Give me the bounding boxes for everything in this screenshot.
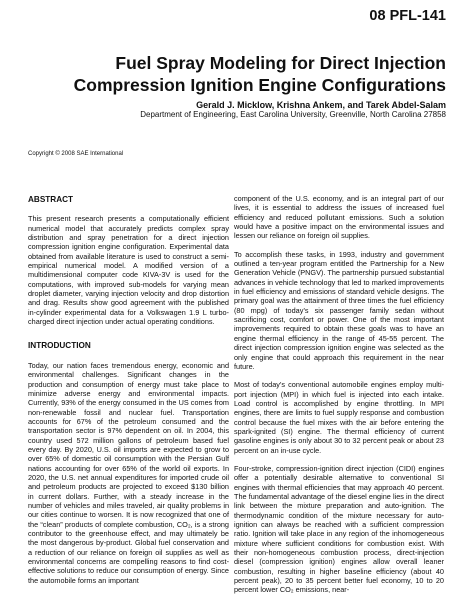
copyright-notice: Copyright © 2008 SAE International	[28, 151, 124, 157]
intro-paragraph-5: Four-stroke, compression-ignition direct injection (CIDI) engines offer a potentially desirable alternative to conventional SI engines with thermal efficiencies that may approach 40 percent. The fundamental advantage of the diesel engine lies in the direct link between the mixture preparation and auto-ignition. The thermodynamic condition of the mixture necessary for auto-ignition can always be reached with a sufficient compression ratio. Ignition will take place in any region of the inhomogeneous mixture where sufficient conditions for combustion exist. With their non-homogeneous combustion process, direct-injection diesel (compression ignition) engines allow overall leaner combustion, resulting in higher baseline efficiency (about 40 percent peak), 20 to 35 percent better fuel economy, 10 to 20 percent lower CO₂ emissions, near-	[234, 463, 444, 595]
left-column	[28, 195, 229, 594]
intro-paragraph-3: To accomplish these tasks, in 1993, industry and government outlined a ten-year program entitled the Partnership for a New Generation Vehicle (PNGV). The partnership pursued substantial advances in vehicle technology that led to marked improvements in fuel efficiency and emissions of standard vehicle designs. The primary goal was the attainment of three times the fuel efficiency (80 mpg) of today’s six passenger family sedan without sacrificing cost, comfort or power. One of the most important improvements required to obtain these goals was to have an engine thermal efficiency in the range of 45-55 percent. The direct injection compression ignition engine was selected as the only engine that could approach this requirement in the near future.	[234, 249, 444, 371]
paper-title: Fuel Spray Modeling for Direct Injection Compression Ignition Engine Configurations	[73, 53, 446, 95]
authors: Gerald J. Micklow, Krishna Ankem, and Tarek Abdel-Salam	[196, 100, 446, 110]
abstract-text: This present research presents a computationally efficient numerical model that accurately predicts complex spray distribution and spray penetration for a direct injection compression ignition engine configuration. Experimental data obtained from available literature is used to construct a semi-empirical numerical model. A modified version of a multidimensional computer code KIVA-3V is used for the computations, with improved sub-models for varying mean droplet diameter, varying injection velocity and drop distortion and drag. Results show good agreement with the published in-cylinder experimental data for a Volkswagen 1.9 L turbo-charged direct injection under actual operating conditions.	[28, 214, 229, 327]
affiliation: Department of Engineering, East Carolina University, Greenville, North Carolina 27858	[140, 110, 446, 119]
paper-id: 08 PFL-141	[369, 8, 446, 24]
introduction-heading: INTRODUCTION	[28, 341, 91, 351]
right-column	[234, 194, 444, 604]
abstract-heading: ABSTRACT	[28, 195, 74, 204]
intro-paragraph-1: Today, our nation faces tremendous energy, economic and environmental challenges. Significant changes in the production and consumption of energy must take place to minimize adverse energy and environmental impacts. Currently, 93% of the energy consumed in the US comes from non-renewable fossil and nuclear fuel. Transportation accounts for 67% of the petroleum consumed and the transportation sector is 97% dependent on oil. In 2004, this country used 572 million gallons of petroleum based fuel every day. By 2020, U.S. oil imports are expected to grow to over 65% of domestic oil consumption with the Persian Gulf nations accounting for over 65% of the world oil exports. In 2020, the U.S. net annual expenditures for imported crude oil and petroleum products are projected to exceed $130 billion in current dollars. Further, with a steady increase in the number of vehicles and miles traveled, air quality problems in our cities continue to worsen. It is now recognized that one of the “clean” products of complete combustion, CO₂, is a strong contributor to the greenhouse effect, and may ultimately be the most dangerous by-product. Global fuel conservation and a reduction of our reliance on foreign oil supplies as well as environmental concerns are compelling reasons to find cost-effective solutions to reduce our consumption of energy. Since the automobile forms an important	[28, 360, 229, 585]
intro-paragraph-4: Most of today’s conventional automobile engines employ multi-port injection (MPI) in which fuel is injected into each intake. Load control is accomplished by engine throttling. In MPI engines, there are limits to fuel supply response and combustion control because the fuel mixes with the air before entering the spark-ignited (SI) engine. The thermal efficiency of current gasoline engines is only about 30 to 32 percent peak or about 23 percent on an in-use cycle.	[234, 380, 444, 455]
intro-paragraph-2: component of the U.S. economy, and is an integral part of our lives, it is essential to address the issues of increased fuel efficiency and reduced pollutant emissions. Such a solution would have a positive impact on the environmental issues and lessen our reliance on foreign oil supplies.	[234, 194, 444, 241]
